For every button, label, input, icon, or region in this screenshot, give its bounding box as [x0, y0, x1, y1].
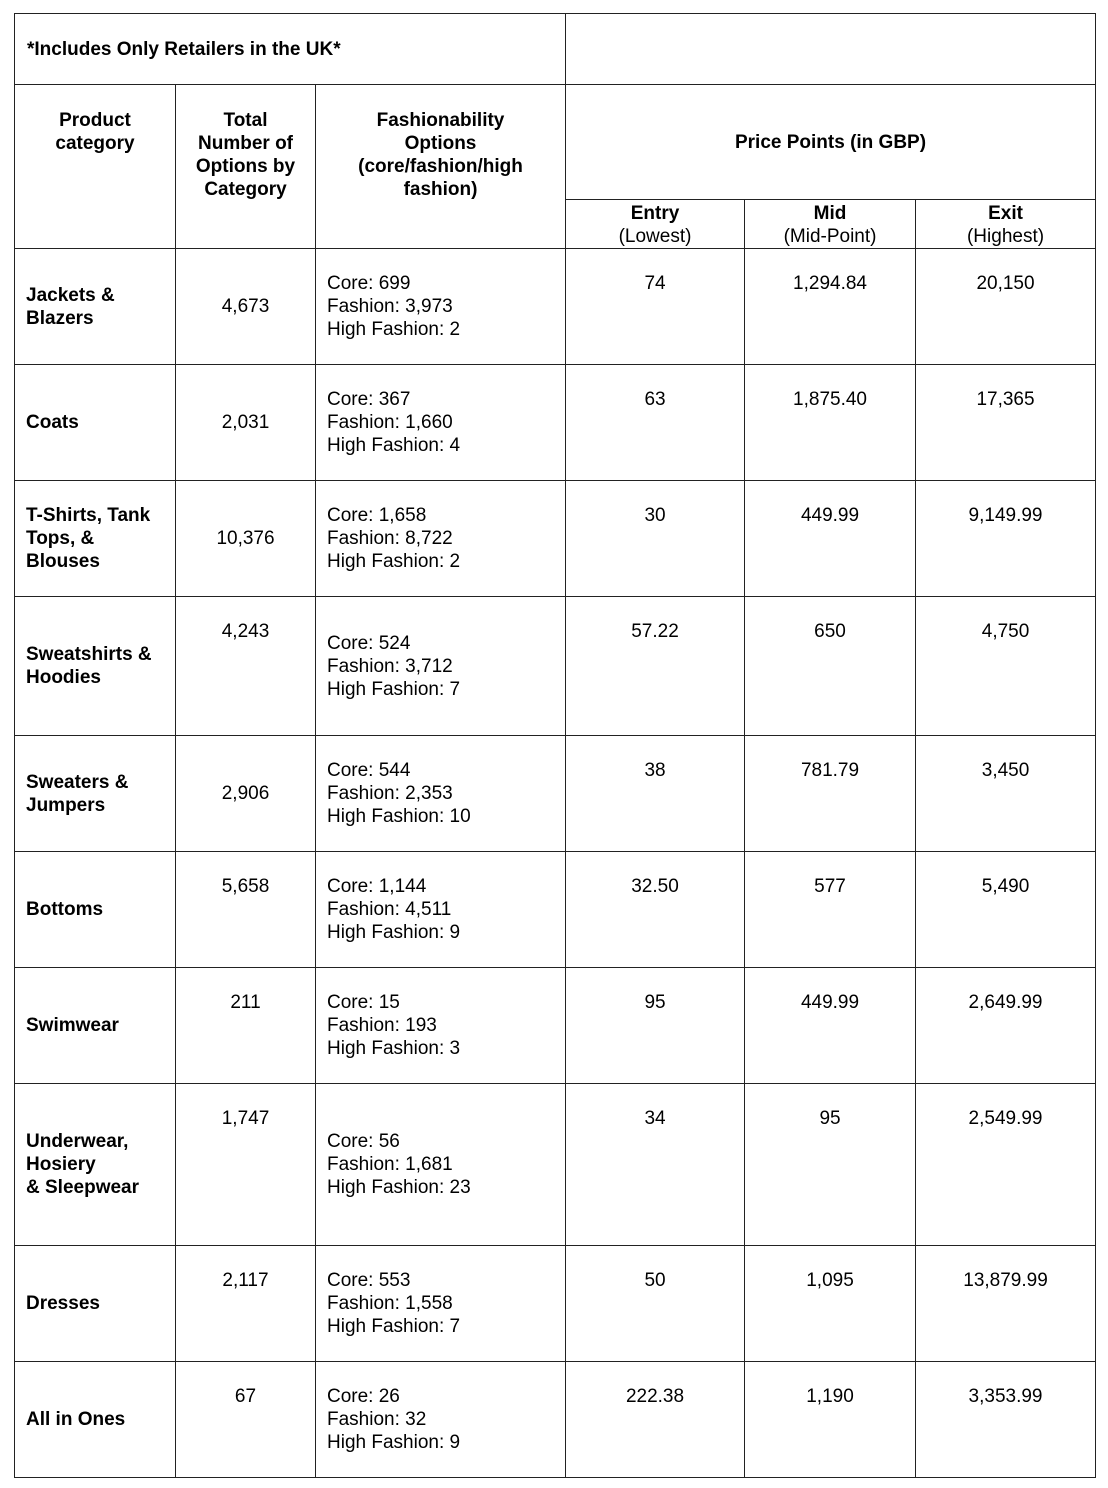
core-count: Core: 15 — [327, 992, 400, 1013]
total-options-cell: 4,243 — [176, 597, 316, 736]
fashionability-cell — [316, 1246, 566, 1362]
header-product-category: Product category — [15, 85, 176, 249]
table-row — [15, 365, 1096, 481]
mid-price-cell: 650 — [745, 597, 916, 736]
product-category-cell: Coats — [15, 365, 176, 481]
total-options-cell: 4,673 — [176, 249, 316, 365]
total-options-cell: 2,906 — [176, 736, 316, 852]
fashion-count: Fashion: 1,660 — [327, 412, 453, 433]
core-count: Core: 524 — [327, 632, 411, 654]
fashion-count: Fashion: 3,973 — [327, 296, 453, 317]
exit-price-cell: 20,150 — [916, 249, 1096, 365]
table-row — [15, 968, 1096, 1084]
entry-price-cell: 222.38 — [566, 1362, 745, 1478]
exit-price-cell: 3,353.99 — [916, 1362, 1096, 1478]
table-row — [15, 736, 1096, 852]
total-options-cell: 67 — [176, 1362, 316, 1478]
mid-price-cell: 1,294.84 — [745, 249, 916, 365]
table-row — [15, 249, 1096, 365]
header-fashionability: Fashionability Options (core/fashion/high fashion) — [316, 85, 566, 249]
fashion-count: Fashion: 32 — [327, 1409, 427, 1430]
table-row — [15, 1084, 1096, 1246]
core-count: Core: 544 — [327, 760, 411, 781]
high-fashion-count: High Fashion: 2 — [327, 551, 461, 572]
total-options-cell: 2,117 — [176, 1246, 316, 1362]
table-row — [15, 481, 1096, 597]
entry-price-cell: 34 — [566, 1084, 745, 1246]
fashionability-cell — [316, 481, 566, 597]
total-options-cell: 10,376 — [176, 481, 316, 597]
high-fashion-count: High Fashion: 7 — [327, 678, 461, 700]
entry-price-cell: 32.50 — [566, 852, 745, 968]
product-category-cell: Sweaters & Jumpers — [15, 736, 176, 852]
high-fashion-count: High Fashion: 9 — [327, 922, 461, 943]
total-options-cell: 5,658 — [176, 852, 316, 968]
product-category-cell: All in Ones — [15, 1362, 176, 1478]
fashionability-cell — [316, 1084, 566, 1246]
core-count: Core: 1,144 — [327, 876, 427, 897]
header-total-options: Total Number of Options by Category — [176, 85, 316, 249]
mid-price-cell: 449.99 — [745, 968, 916, 1084]
product-category-cell: Swimwear — [15, 968, 176, 1084]
fashion-count: Fashion: 2,353 — [327, 783, 453, 804]
fashion-count: Fashion: 1,681 — [327, 1154, 453, 1175]
fashion-count: Fashion: 3,712 — [327, 655, 453, 677]
mid-price-cell: 781.79 — [745, 736, 916, 852]
entry-price-cell: 63 — [566, 365, 745, 481]
product-category-cell: Sweatshirts & Hoodies — [15, 597, 176, 736]
high-fashion-count: High Fashion: 3 — [327, 1038, 461, 1059]
core-count: Core: 699 — [327, 273, 411, 294]
mid-price-cell: 1,875.40 — [745, 365, 916, 481]
header-exit: Exit (Highest) — [916, 200, 1096, 249]
product-category-cell: Bottoms — [15, 852, 176, 968]
core-count: Core: 553 — [327, 1270, 411, 1291]
header-price-points: Price Points (in GBP) — [566, 85, 1096, 200]
header-entry: Entry (Lowest) — [566, 200, 745, 249]
total-options-cell: 1,747 — [176, 1084, 316, 1246]
entry-price-cell: 95 — [566, 968, 745, 1084]
mid-price-cell: 95 — [745, 1084, 916, 1246]
fashionability-cell — [316, 597, 566, 736]
exit-price-cell: 13,879.99 — [916, 1246, 1096, 1362]
exit-price-cell: 2,549.99 — [916, 1084, 1096, 1246]
entry-price-cell: 50 — [566, 1246, 745, 1362]
entry-price-cell: 74 — [566, 249, 745, 365]
high-fashion-count: High Fashion: 7 — [327, 1316, 461, 1337]
empty-cell — [566, 14, 1096, 85]
high-fashion-count: High Fashion: 23 — [327, 1177, 471, 1198]
core-count: Core: 367 — [327, 389, 411, 410]
core-count: Core: 56 — [327, 1131, 400, 1152]
fashionability-cell — [316, 1362, 566, 1478]
core-count: Core: 1,658 — [327, 505, 427, 526]
high-fashion-count: High Fashion: 2 — [327, 319, 461, 340]
exit-price-cell: 5,490 — [916, 852, 1096, 968]
fashionability-cell — [316, 968, 566, 1084]
exit-price-cell: 3,450 — [916, 736, 1096, 852]
high-fashion-count: High Fashion: 9 — [327, 1432, 461, 1453]
mid-price-cell: 577 — [745, 852, 916, 968]
product-category-cell: Underwear, Hosiery & Sleepwear — [15, 1084, 176, 1246]
mid-price-cell: 1,095 — [745, 1246, 916, 1362]
retail-options-table — [14, 13, 1096, 1478]
fashionability-cell — [316, 249, 566, 365]
entry-price-cell: 57.22 — [566, 597, 745, 736]
table-row — [15, 852, 1096, 968]
fashion-count: Fashion: 4,511 — [327, 899, 452, 920]
table-row — [15, 1246, 1096, 1362]
fashion-count: Fashion: 8,722 — [327, 528, 453, 549]
mid-price-cell: 1,190 — [745, 1362, 916, 1478]
fashionability-cell — [316, 365, 566, 481]
high-fashion-count: High Fashion: 4 — [327, 435, 461, 456]
exit-price-cell: 4,750 — [916, 597, 1096, 736]
high-fashion-count: High Fashion: 10 — [327, 806, 471, 827]
scope-note: *Includes Only Retailers in the UK* — [15, 14, 566, 85]
fashionability-cell — [316, 852, 566, 968]
fashion-count: Fashion: 1,558 — [327, 1293, 453, 1314]
product-category-cell: Dresses — [15, 1246, 176, 1362]
fashionability-cell — [316, 736, 566, 852]
table-row — [15, 1362, 1096, 1478]
table-row — [15, 597, 1096, 736]
fashion-count: Fashion: 193 — [327, 1015, 437, 1036]
header-mid: Mid (Mid-Point) — [745, 200, 916, 249]
mid-price-cell: 449.99 — [745, 481, 916, 597]
exit-price-cell: 2,649.99 — [916, 968, 1096, 1084]
exit-price-cell: 9,149.99 — [916, 481, 1096, 597]
product-category-cell: Jackets & Blazers — [15, 249, 176, 365]
product-category-cell: T-Shirts, Tank Tops, & Blouses — [15, 481, 176, 597]
entry-price-cell: 38 — [566, 736, 745, 852]
total-options-cell: 2,031 — [176, 365, 316, 481]
total-options-cell: 211 — [176, 968, 316, 1084]
exit-price-cell: 17,365 — [916, 365, 1096, 481]
entry-price-cell: 30 — [566, 481, 745, 597]
core-count: Core: 26 — [327, 1386, 400, 1407]
